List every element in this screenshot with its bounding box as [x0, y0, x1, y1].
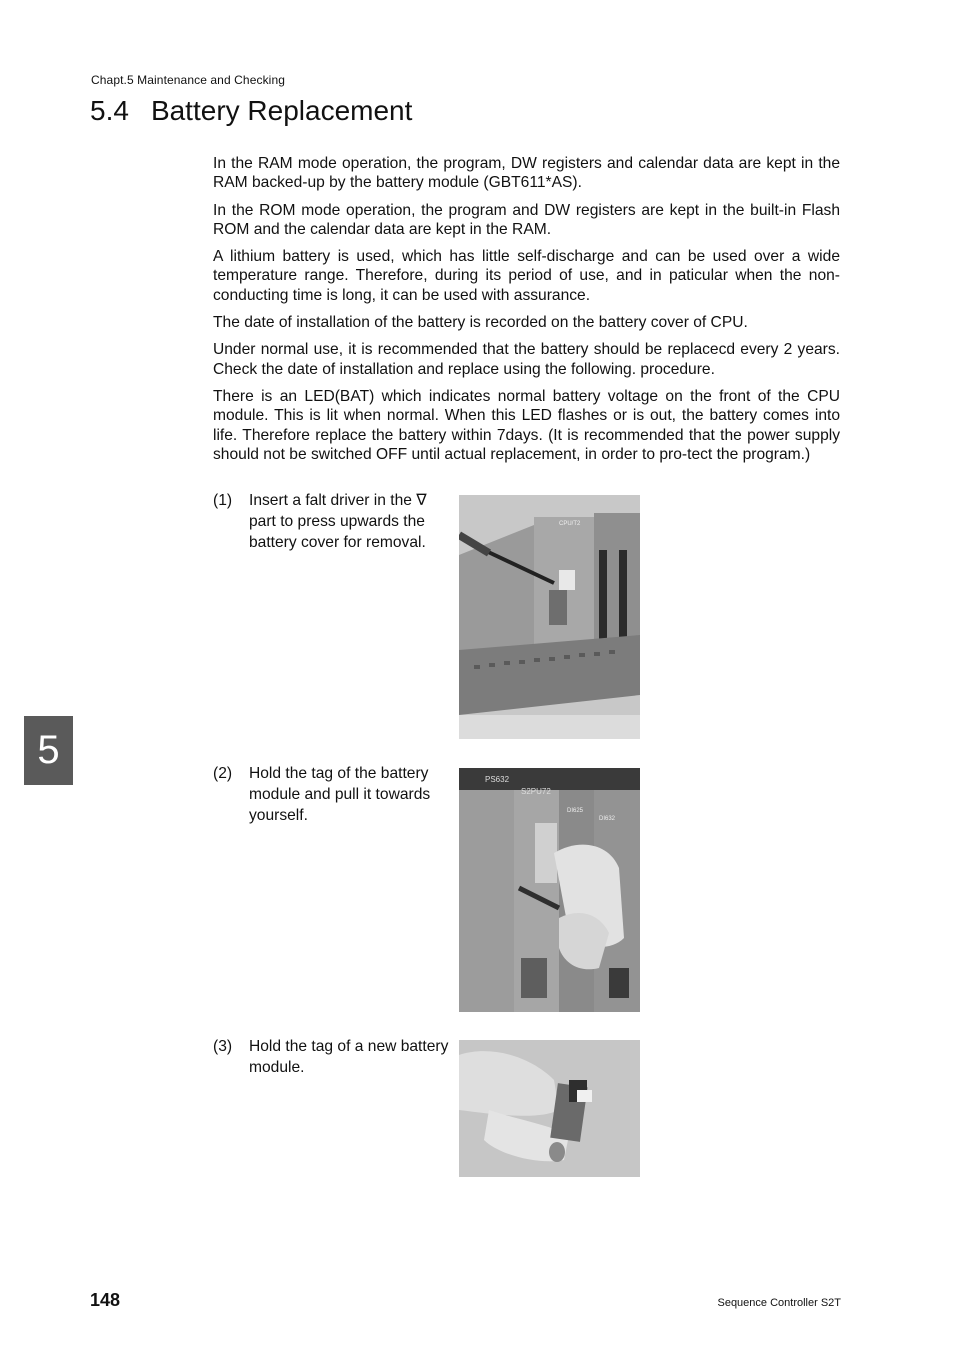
paragraph: There is an LED(BAT) which indicates normal battery voltage on the front of the CPU module. This is lit when normal. When this LED flashes or is out, the battery comes into life. Therefore replace the battery within 7days. (It is recommended that the power supply should not be switched OFF until actual replacement, in order to pro-tect the program.) [213, 387, 840, 463]
step-text: Hold the tag of the battery module and pull it towards yourself. [249, 765, 431, 824]
step-text: Insert a falt driver in the ∇ part to press upwards the battery cover for removal. [249, 492, 427, 551]
document-title: Sequence Controller S2T [717, 1297, 841, 1309]
photo-label: PS632 [485, 775, 510, 784]
paragraph: The date of installation of the battery is recorded on the battery cover of CPU. [213, 314, 748, 332]
photo-new-battery-module [459, 1040, 640, 1177]
paragraph: Under normal use, it is recommended that the battery should be replacecd every 2 years. Check the date of installation and replace using the following. procedure. [213, 341, 840, 378]
photo-label: CPU/T2 [559, 521, 581, 527]
paragraph: In the ROM mode operation, the program and DW registers are kept in the built-in Flash ROM and the calendar data are kept in the RAM. [213, 201, 840, 238]
step-number: (2) [213, 765, 233, 782]
paragraph: A lithium battery is used, which has little self-discharge and can be used over a wide temperature range. Therefore, during its period of use, and in paticular when the non-conducting time is long, it can be used with assurance. [213, 248, 840, 304]
page-number: 148 [90, 1290, 121, 1310]
paragraph: In the RAM mode operation, the program, DW registers and calendar data are kept in the RAM backed-up by the battery module (GBT611*AS). [213, 155, 840, 192]
photo-pull-battery-module [459, 768, 640, 1012]
photo-label: S2PU72 [521, 787, 551, 796]
photo-label: DI632 [599, 816, 616, 822]
chapter-tab: 5 [24, 716, 73, 785]
step-number: (1) [213, 492, 233, 509]
running-head: Chapt.5 Maintenance and Checking [91, 73, 285, 87]
body-text [213, 154, 840, 472]
section-number: 5.4 [90, 95, 129, 126]
section-title-text: Battery Replacement [150, 95, 413, 126]
section-title [90, 95, 412, 127]
photo-remove-battery-cover [459, 495, 640, 739]
step-number: (3) [213, 1038, 233, 1055]
step-text: Hold the tag of a new battery module. [249, 1038, 449, 1076]
photo-label: DI625 [567, 808, 584, 814]
